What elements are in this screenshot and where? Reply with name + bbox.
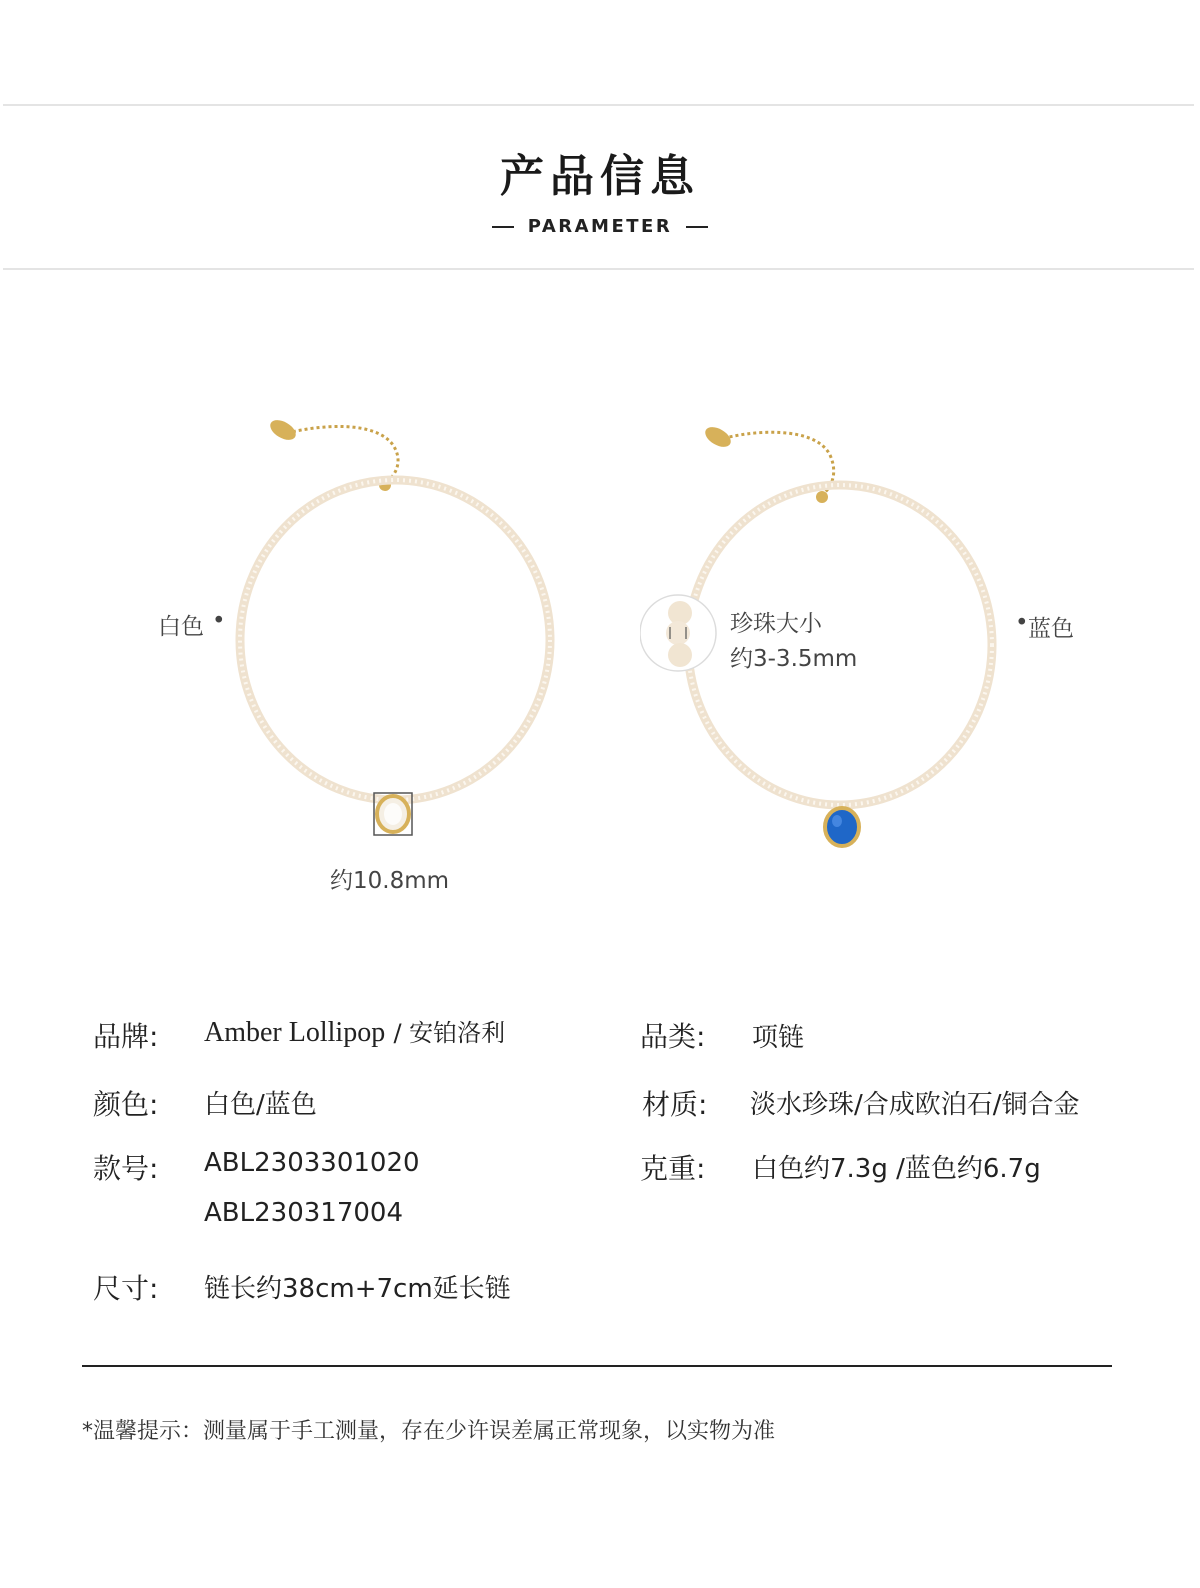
brand-name-cn: / 安铂洛利 bbox=[393, 1019, 506, 1047]
size-key: 尺寸: bbox=[93, 1272, 159, 1305]
measurement-note: *温馨提示：测量属于手工测量，存在少许误差属正常现象，以实物为准 bbox=[82, 1419, 776, 1444]
page-title: 产品信息 bbox=[500, 151, 700, 202]
blue-pendant bbox=[825, 808, 859, 846]
white-color-label: 白色 bbox=[158, 614, 204, 640]
blue-color-label: 蓝色 bbox=[1028, 616, 1074, 642]
blue-clasp bbox=[816, 491, 828, 503]
model-value-1: ABL2303301020 bbox=[204, 1148, 420, 1178]
subtitle-text: PARAMETER bbox=[527, 216, 673, 237]
top-divider bbox=[3, 104, 1194, 106]
white-necklace-image bbox=[225, 405, 565, 875]
footer-divider bbox=[82, 1365, 1112, 1367]
material-key: 材质: bbox=[642, 1088, 708, 1121]
model-key: 款号: bbox=[93, 1152, 159, 1185]
weight-key: 克重: bbox=[640, 1152, 706, 1185]
category-value: 项链 bbox=[752, 1023, 805, 1053]
brand-key: 品牌: bbox=[93, 1020, 159, 1053]
white-chain-tag bbox=[267, 416, 299, 444]
brand-value bbox=[204, 1013, 505, 1049]
subtitle-left-dash bbox=[492, 226, 514, 228]
category-key: 品类: bbox=[640, 1020, 706, 1053]
subtitle-right-dash bbox=[686, 226, 708, 228]
blue-color-dot: • bbox=[1015, 610, 1029, 636]
white-color-dot: • bbox=[212, 608, 226, 634]
size-value: 链长约38cm+7cm延长链 bbox=[204, 1274, 511, 1304]
pearl-size-value: 约3-3.5mm bbox=[730, 646, 858, 672]
pearl-size-title: 珍珠大小 bbox=[730, 611, 822, 637]
weight-value: 白色约7.3g /蓝色约6.7g bbox=[752, 1154, 1041, 1184]
color-value: 白色/蓝色 bbox=[204, 1090, 317, 1120]
header-divider bbox=[3, 268, 1194, 270]
model-value-2: ABL230317004 bbox=[204, 1198, 403, 1228]
white-extension-chain bbox=[287, 426, 398, 483]
color-key: 颜色: bbox=[93, 1088, 159, 1121]
brand-name-en: Amber Lollipop bbox=[204, 1017, 386, 1048]
page-subtitle bbox=[0, 216, 1200, 237]
blue-chain-tag bbox=[702, 423, 734, 451]
pendant-size-label: 约10.8mm bbox=[330, 868, 450, 894]
material-value: 淡水珍珠/合成欧泊石/铜合金 bbox=[750, 1090, 1080, 1120]
